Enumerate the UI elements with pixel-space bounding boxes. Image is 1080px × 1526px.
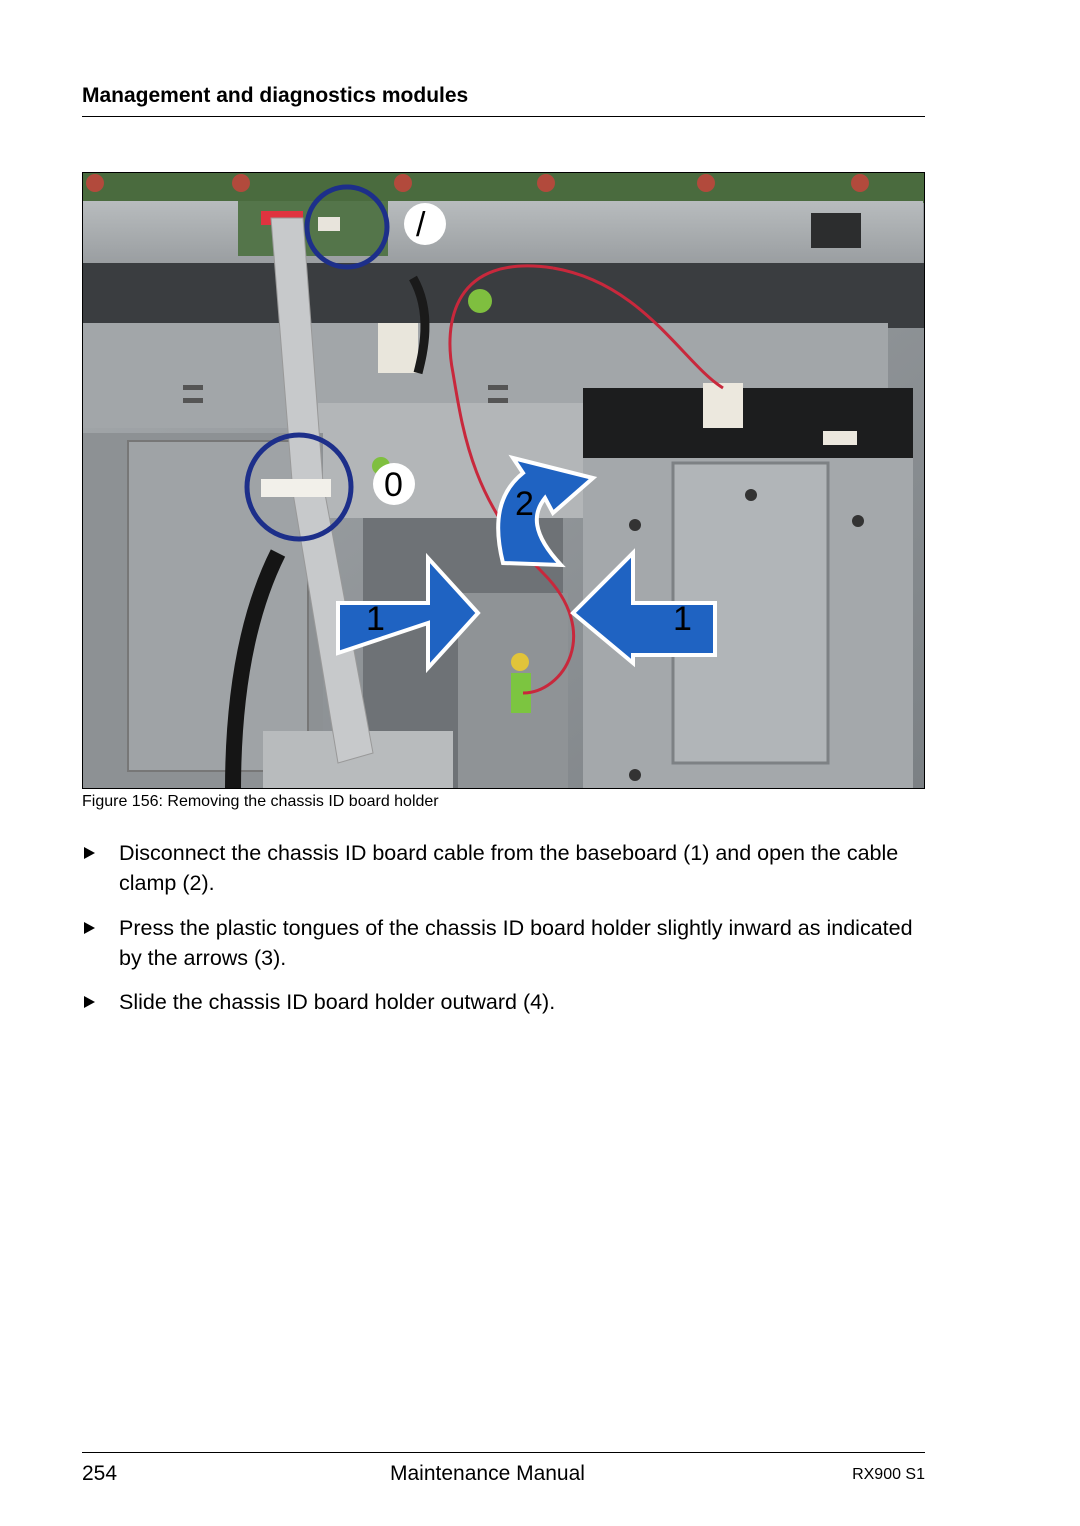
triangle-bullet-icon <box>84 996 95 1008</box>
instruction-step <box>82 987 925 1017</box>
callout-one-right: 1 <box>673 600 692 638</box>
step-text: Press the plastic tongues of the chassis ID board holder slightly inward as indicated by the arrows (3). <box>119 915 913 970</box>
step-text: Disconnect the chassis ID board cable from the baseboard (1) and open the cable clamp (2). <box>119 841 899 895</box>
callout-two: 2 <box>515 485 534 523</box>
model-name: RX900 S1 <box>852 1466 925 1483</box>
baseboard-strip <box>83 173 925 203</box>
page-number: 254 <box>82 1462 118 1485</box>
callout-one-left: 1 <box>366 600 385 638</box>
figure-caption: Figure 156: Removing the chassis ID board holder <box>82 793 439 810</box>
triangle-bullet-icon <box>84 922 95 934</box>
instruction-list <box>82 838 925 1032</box>
footer-divider <box>82 1452 925 1453</box>
instruction-step <box>82 913 925 973</box>
section-title: Management and diagnostics modules <box>82 84 469 107</box>
triangle-bullet-icon <box>84 847 95 859</box>
document-title: Maintenance Manual <box>390 1462 585 1485</box>
callout-zero: 0 <box>384 466 403 504</box>
step-text: Slide the chassis ID board holder outward (4). <box>119 990 556 1014</box>
instruction-step <box>82 838 925 898</box>
figure-photo <box>82 172 925 789</box>
callout-slash: / <box>416 206 426 244</box>
header-divider <box>82 116 925 117</box>
